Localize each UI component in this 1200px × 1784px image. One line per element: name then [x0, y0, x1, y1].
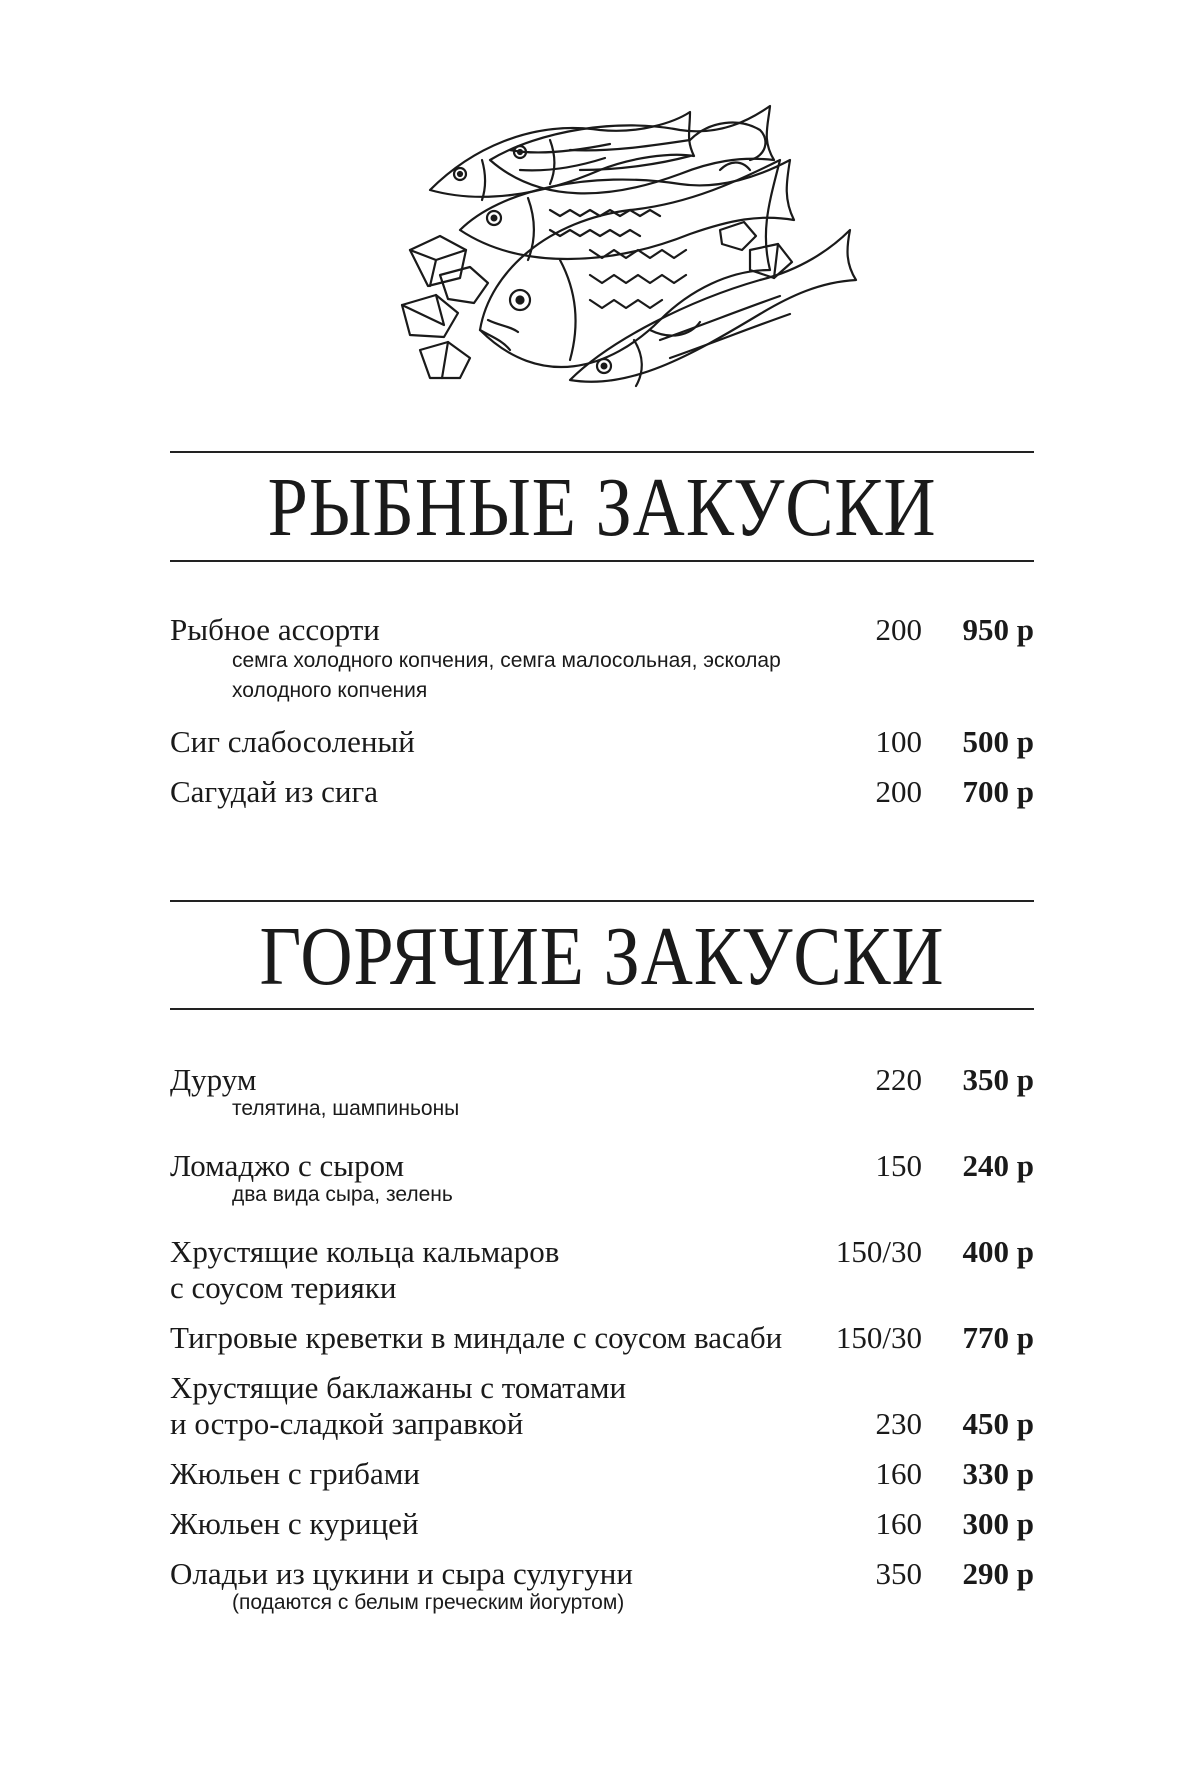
- fish-illustration-icon: [390, 100, 890, 420]
- item-description: семга холодного копчения, семга малосольная, эсколар холодного копчения: [232, 649, 781, 702]
- menu-item: [170, 1062, 1034, 1148]
- divider: [170, 451, 1034, 453]
- item-weight: 100: [875, 724, 922, 759]
- item-weight: 160: [875, 1456, 922, 1491]
- item-price: 240 р: [962, 1148, 1034, 1183]
- item-weight: 150/30: [835, 1320, 922, 1355]
- item-weight: 160: [875, 1506, 922, 1541]
- item-weight: 230: [875, 1406, 922, 1441]
- item-name: Тигровые креветки в миндале с соусом васаби: [170, 1320, 783, 1355]
- item-name: Сиг слабосоленый: [170, 724, 415, 759]
- item-name-line1: Хрустящие кольца кальмаров: [170, 1234, 560, 1269]
- item-price: 950 р: [962, 612, 1034, 647]
- item-name: Рыбное ассорти: [170, 612, 380, 647]
- item-name: Жюльен с курицей: [170, 1506, 419, 1541]
- item-name: Дурум: [170, 1062, 257, 1097]
- item-weight: 150: [875, 1148, 922, 1183]
- item-price: 290 р: [962, 1556, 1034, 1591]
- menu-list-hot: [170, 1062, 1034, 1626]
- menu-list-fish: [170, 612, 1034, 824]
- item-weight: 350: [875, 1556, 922, 1591]
- item-description: два вида сыра, зелень: [232, 1183, 453, 1206]
- item-name-line1: Хрустящие баклажаны с томатами: [170, 1370, 627, 1405]
- item-name: Сагудай из сига: [170, 774, 378, 809]
- item-weight: 150/30: [835, 1234, 922, 1269]
- item-price: 700 р: [962, 774, 1034, 809]
- menu-item: [170, 1320, 1034, 1370]
- item-weight: 200: [875, 774, 922, 809]
- item-price: 400 р: [962, 1234, 1034, 1269]
- item-name: [170, 1370, 810, 1442]
- item-name: Ломаджо с сыром: [170, 1148, 405, 1183]
- menu-item: [170, 1234, 1034, 1320]
- menu-item: [170, 612, 1034, 724]
- divider: [170, 1008, 1034, 1010]
- item-price: 330 р: [962, 1456, 1034, 1491]
- item-price: 770 р: [962, 1320, 1034, 1355]
- divider: [170, 560, 1034, 562]
- item-price: 500 р: [962, 724, 1034, 759]
- menu-item: [170, 1456, 1034, 1506]
- section-title-fish: РЫБНЫЕ ЗАКУСКИ: [267, 461, 937, 554]
- section-title-hot: ГОРЯЧИЕ ЗАКУСКИ: [259, 910, 945, 1003]
- item-description: телятина, шампиньоны: [232, 1097, 460, 1120]
- menu-item: [170, 1506, 1034, 1556]
- item-name-line2: с соусом терияки: [170, 1270, 397, 1305]
- menu-item: [170, 774, 1034, 824]
- item-name: Оладьи из цукини и сыра сулугуни: [170, 1556, 633, 1591]
- item-price: 450 р: [962, 1406, 1034, 1441]
- item-name: [170, 1234, 810, 1306]
- menu-item: [170, 1148, 1034, 1234]
- menu-item: [170, 1370, 1034, 1456]
- item-name: Жюльен с грибами: [170, 1456, 420, 1491]
- item-description: (подаются с белым греческим йогуртом): [232, 1591, 625, 1614]
- divider: [170, 900, 1034, 902]
- menu-item: [170, 1556, 1034, 1626]
- menu-item: [170, 724, 1034, 774]
- item-weight: 200: [875, 612, 922, 647]
- item-price: 300 р: [962, 1506, 1034, 1541]
- item-weight: 220: [875, 1062, 922, 1097]
- item-price: 350 р: [962, 1062, 1034, 1097]
- item-name-line2: и остро-сладкой заправкой: [170, 1406, 524, 1441]
